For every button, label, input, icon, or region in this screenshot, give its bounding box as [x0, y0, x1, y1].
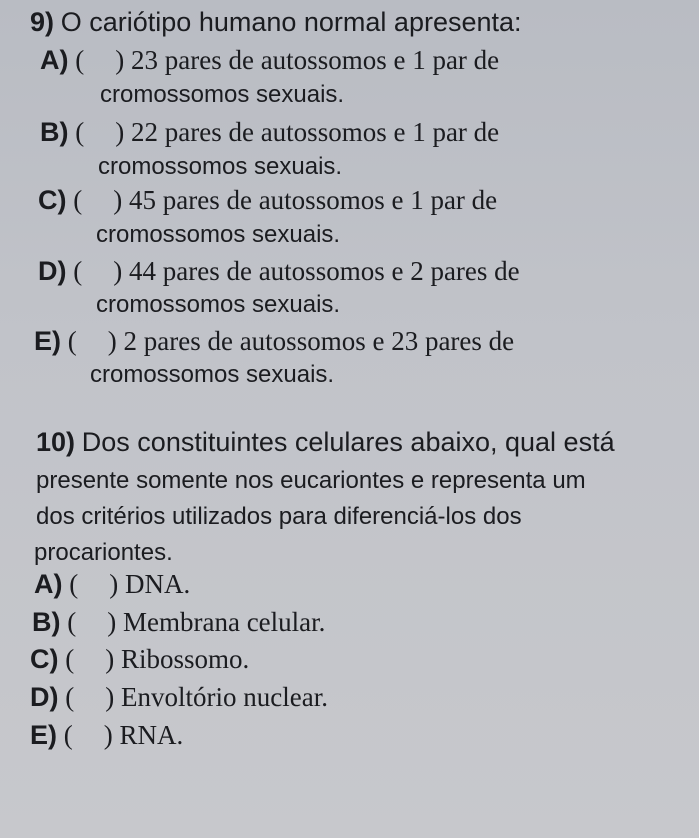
q9-option-d[interactable]: D) ( ) 44 pares de autossomos e 2 pares de — [38, 256, 520, 286]
question-10-line-1: Dos constituintes celulares abaixo, qual está — [81, 427, 615, 457]
q9-option-c-continued: cromossomos sexuais. — [96, 221, 341, 248]
option-text: DNA. — [125, 569, 191, 599]
option-text: 45 pares de autossomos e 1 par de — [129, 185, 498, 215]
option-letter: D) — [38, 256, 67, 286]
answer-checkbox[interactable]: ( — [65, 682, 75, 712]
q9-option-c[interactable]: C) ( ) 45 pares de autossomos e 1 par de — [38, 185, 498, 215]
question-10-heading — [36, 426, 615, 458]
option-letter: A) — [34, 569, 63, 599]
answer-checkbox[interactable]: ( — [75, 45, 85, 75]
q9-option-d-continued: cromossomos sexuais. — [96, 291, 341, 318]
answer-checkbox[interactable]: ( — [75, 117, 85, 147]
q10-option-d[interactable]: D) ( ) Envoltório nuclear. — [30, 682, 328, 712]
q9-option-b[interactable]: B) ( ) 22 pares de autossomos e 1 par de — [40, 117, 500, 147]
q9-option-e[interactable]: E) ( ) 2 pares de autossomos e 23 pares de — [34, 326, 515, 356]
q10-option-c[interactable]: C) ( ) Ribossomo. — [30, 644, 250, 674]
option-letter: E) — [34, 326, 61, 356]
q10-option-b[interactable]: B) ( ) Membrana celular. — [32, 607, 326, 637]
q9-option-b-continued: cromossomos sexuais. — [98, 153, 343, 180]
question-9-text: O cariótipo humano normal apresenta: — [60, 7, 522, 37]
option-letter: B) — [40, 117, 69, 147]
option-letter: C) — [30, 644, 59, 674]
question-10-line-4: procariontes. — [34, 539, 173, 566]
option-letter: B) — [32, 607, 61, 637]
option-text: Ribossomo. — [121, 644, 250, 674]
question-10-number: 10) — [36, 427, 76, 457]
answer-checkbox[interactable]: ( — [67, 326, 77, 356]
answer-checkbox[interactable]: ( — [73, 256, 83, 286]
option-letter: C) — [38, 185, 67, 215]
q9-option-e-continued: cromossomos sexuais. — [90, 361, 335, 388]
q10-option-a[interactable]: A) ( ) DNA. — [34, 569, 191, 599]
answer-checkbox[interactable]: ( — [63, 720, 73, 750]
q9-option-a-continued: cromossomos sexuais. — [100, 81, 345, 108]
answer-checkbox[interactable]: ( — [67, 607, 77, 637]
option-text: 44 pares de autossomos e 2 pares de — [129, 256, 520, 286]
question-10-line-2: presente somente nos eucariontes e representa um — [36, 467, 586, 494]
option-letter: A) — [40, 45, 69, 75]
answer-checkbox[interactable]: ( — [65, 644, 75, 674]
option-text: Envoltório nuclear. — [121, 682, 328, 712]
q9-option-a[interactable]: A) ( ) 23 pares de autossomos e 1 par de — [40, 45, 500, 75]
answer-checkbox[interactable]: ( — [73, 185, 83, 215]
question-9-heading — [30, 6, 522, 38]
question-9-number: 9) — [30, 7, 55, 37]
option-text: 22 pares de autossomos e 1 par de — [131, 117, 500, 147]
q10-option-e[interactable]: E) ( ) RNA. — [30, 720, 184, 750]
option-letter: D) — [30, 682, 59, 712]
option-text: Membrana celular. — [123, 607, 326, 637]
option-text: 23 pares de autossomos e 1 par de — [131, 45, 500, 75]
option-letter: E) — [30, 720, 57, 750]
option-text: RNA. — [119, 720, 184, 750]
option-text: 2 pares de autossomos e 23 pares de — [123, 326, 515, 356]
answer-checkbox[interactable]: ( — [69, 569, 79, 599]
question-10-line-3: dos critérios utilizados para diferenciá-los dos — [36, 503, 522, 530]
